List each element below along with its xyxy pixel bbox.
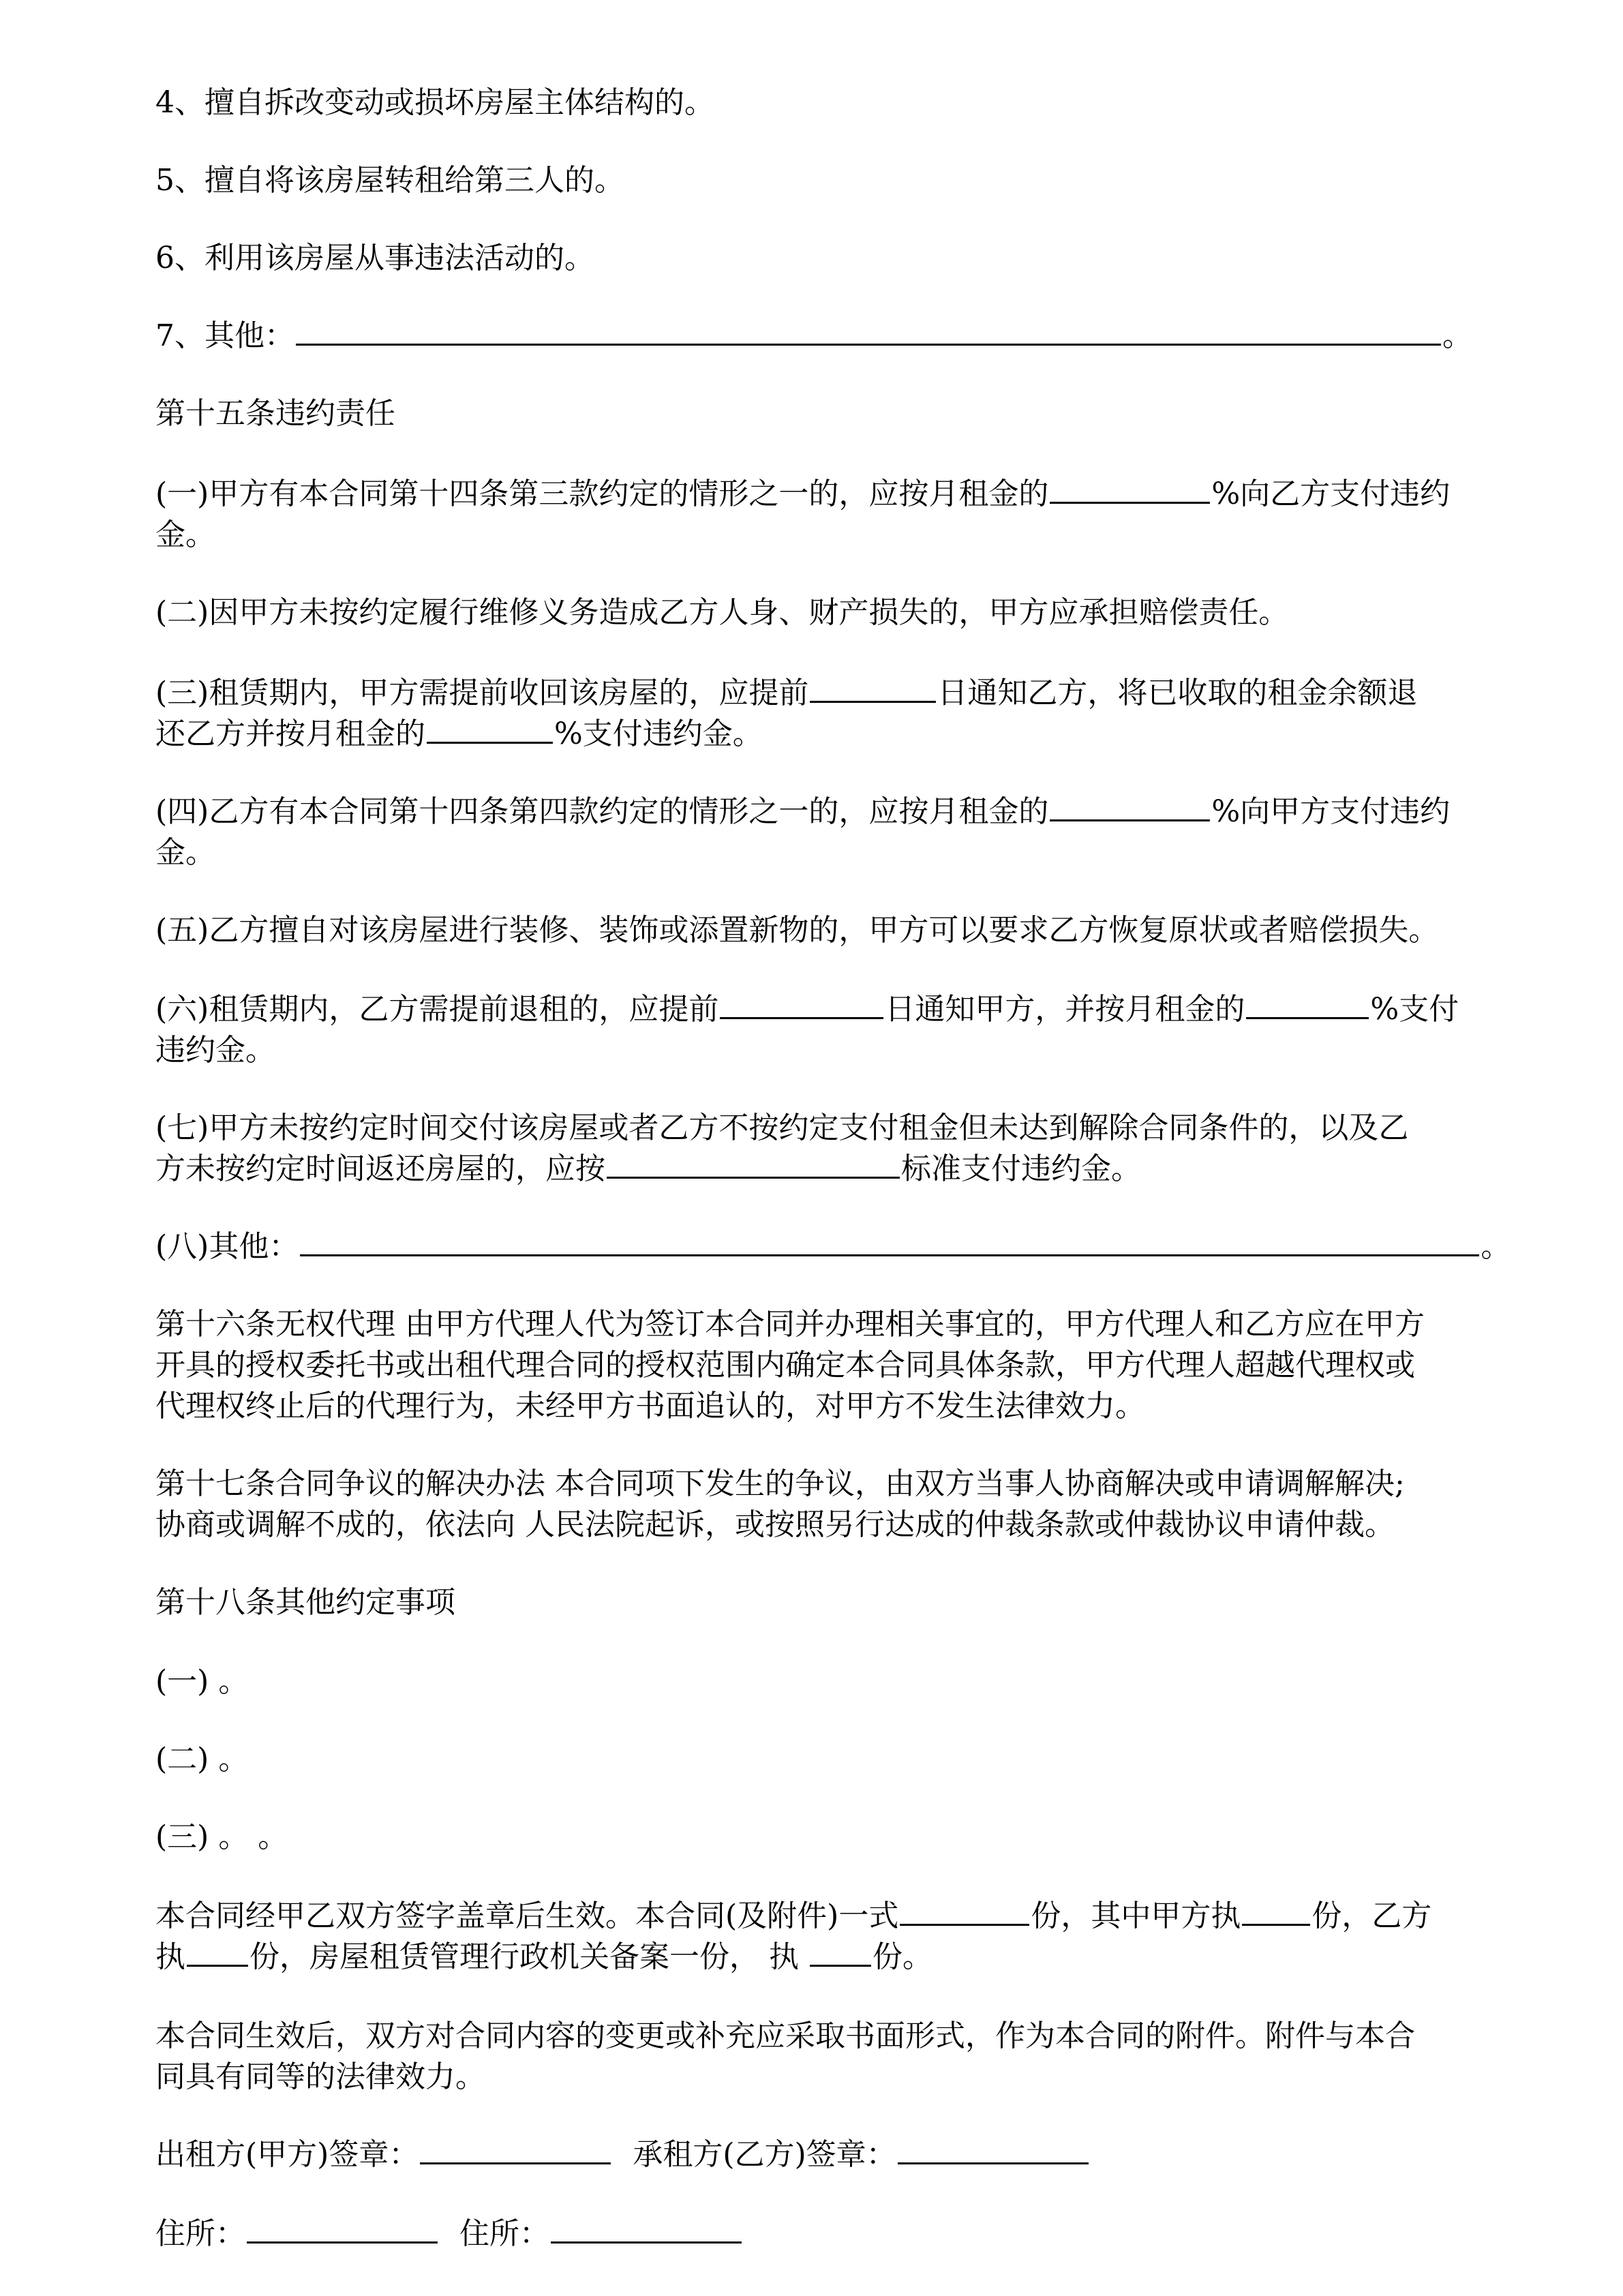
other-item-text: (一) 。: [155, 1664, 249, 1699]
fill-blank-notice-days-2[interactable]: [720, 987, 883, 1019]
clause-text: (二)因甲方未按约定履行维修义务造成乙方人身、财产损失的，甲方应承担赔偿责任。: [155, 595, 1289, 630]
clause-text: (六)租赁期内，乙方需提前退租的，应提前: [155, 992, 719, 1027]
lessor-signature-field[interactable]: [420, 2132, 611, 2164]
fill-blank-copies-total[interactable]: [900, 1894, 1029, 1926]
clause-text: (七)甲方未按约定时间交付该房屋或者乙方不按约定支付租金但未达到解除合同条件的，以及乙: [155, 1111, 1409, 1145]
article-18-item-3: [155, 1813, 288, 1861]
article-15-clause-2: [155, 589, 1288, 637]
clause-item-5-text: 5、擅自将该房屋转租给第三人的。: [155, 163, 624, 198]
clause-text: (一)甲方有本合同第十四条第三款约定的情形之一的，应按月租金的: [155, 477, 1049, 511]
clause-text: 日通知乙方，将已收取的租金余额退: [937, 676, 1418, 710]
period: 。: [1442, 318, 1472, 353]
effect-text: 份，乙方: [1311, 1899, 1432, 1933]
article-17-text: 第十七条合同争议的解决办法 本合同项下发生的争议，由双方当事人协商解决或申请调解解决;: [155, 1466, 1405, 1501]
fill-blank-other-penalty[interactable]: [300, 1224, 1479, 1256]
lessee-address-label: 住所：: [459, 2216, 549, 2251]
lessor-signature-label: 出租方(甲方)签章：: [155, 2137, 419, 2172]
effect-line-2: [155, 1933, 932, 1981]
clause-text: (五)乙方擅自对该房屋进行装修、装饰或添置新物的，甲方可以要求乙方恢复原状或者赔偿损失。: [155, 913, 1439, 948]
fill-blank-copies-other[interactable]: [810, 1935, 871, 1967]
amend-text: 同具有同等的法律效力。: [155, 2059, 485, 2094]
article-18-title: [155, 1579, 455, 1627]
article-15-title-text: 第十五条违约责任: [155, 396, 395, 431]
lessor-address-field[interactable]: [247, 2211, 438, 2244]
clause-text: 日通知甲方，并按月租金的: [885, 992, 1245, 1027]
address-line: [155, 2210, 743, 2258]
clause-text: 金。: [155, 517, 215, 552]
clause-item-6-text: 6、利用该房屋从事违法活动的。: [155, 241, 594, 275]
clause-item-7-label: 7、其他：: [155, 318, 294, 353]
article-16-text: 第十六条无权代理 由甲方代理人代为签订本合同并办理相关事宜的，甲方代理人和乙方应在甲方: [155, 1307, 1425, 1342]
fill-blank-notice-days-1[interactable]: [810, 671, 936, 703]
clause-text: 违约金。: [155, 1033, 275, 1068]
article-15-clause-5: [155, 907, 1438, 954]
clause-item-5: [155, 157, 624, 205]
article-15-title: [155, 390, 395, 438]
fill-blank-penalty-percent-3[interactable]: [1050, 789, 1210, 821]
period: 。: [1481, 1229, 1511, 1264]
clause-text: 标准支付违约金。: [901, 1151, 1141, 1186]
amend-line-2: [155, 2053, 485, 2101]
clause-item-4-text: 4、擅自拆改变动或损坏房屋主体结构的。: [155, 85, 714, 120]
article-15-clause-6-cont: [155, 1027, 275, 1074]
article-18-item-2: [155, 1736, 248, 1783]
article-18-item-1: [155, 1658, 248, 1706]
article-18-title-text: 第十八条其他约定事项: [155, 1585, 455, 1620]
effect-text: 执: [155, 1939, 185, 1974]
fill-blank-penalty-percent-1[interactable]: [1050, 472, 1210, 504]
clause-text: (三)租赁期内，甲方需提前收回该房屋的，应提前: [155, 676, 809, 710]
article-15-clause-4: [155, 788, 1450, 836]
article-16-line-3: [155, 1383, 1145, 1430]
clause-text: 金。: [155, 835, 215, 870]
clause-text: (四)乙方有本合同第十四条第四款约定的情形之一的，应按月租金的: [155, 794, 1049, 829]
fill-blank-penalty-percent-2[interactable]: [427, 712, 553, 744]
clause-text: 方未按约定时间返还房屋的，应按: [155, 1151, 605, 1186]
clause-text: 还乙方并按月租金的: [155, 716, 425, 751]
fill-blank-copies-party-a[interactable]: [1242, 1894, 1310, 1926]
fill-blank-penalty-percent-4[interactable]: [1246, 987, 1369, 1019]
article-16-text: 开具的授权委托书或出租代理合同的授权范围内确定本合同具体条款，甲方代理人超越代理权或: [155, 1348, 1415, 1383]
article-15-clause-1-cont: [155, 511, 215, 559]
fill-blank-penalty-standard[interactable]: [607, 1147, 900, 1179]
article-15-clause-6: [155, 986, 1459, 1033]
other-item-text: (三) 。 。: [155, 1819, 288, 1854]
clause-text: (八)其他：: [155, 1229, 299, 1264]
effect-text: 本合同经甲乙双方签字盖章后生效。本合同(及附件)一式: [155, 1899, 899, 1933]
clause-text: %向乙方支付违约: [1211, 477, 1451, 511]
clause-text: %支付: [1370, 992, 1459, 1027]
effect-text: 份，房屋租赁管理行政机关备案一份， 执: [249, 1939, 808, 1974]
article-16-text: 代理权终止后的代理行为，未经甲方书面追认的，对甲方不发生法律效力。: [155, 1389, 1145, 1423]
clause-text: %向甲方支付违约: [1211, 794, 1451, 829]
article-15-clause-1: [155, 470, 1450, 518]
article-15-clause-4-cont: [155, 829, 215, 877]
article-15-clause-3-cont: [155, 710, 763, 758]
effect-text: 份，其中甲方执: [1031, 1899, 1241, 1933]
clause-text: %支付违约金。: [554, 716, 763, 751]
clause-item-7: [155, 312, 1472, 360]
article-17-line-2: [155, 1501, 1395, 1549]
fill-blank-copies-party-b[interactable]: [187, 1935, 248, 1967]
other-item-text: (二) 。: [155, 1742, 249, 1777]
article-15-clause-7-cont: [155, 1145, 1141, 1193]
amend-text: 本合同生效后，双方对合同内容的变更或补充应采取书面形式，作为本合同的附件。附件与本合: [155, 2019, 1415, 2053]
lessee-signature-field[interactable]: [898, 2132, 1089, 2164]
signature-line: [155, 2131, 1090, 2179]
fill-blank-other[interactable]: [296, 314, 1441, 346]
lessee-signature-label: 承租方(乙方)签章：: [633, 2137, 896, 2172]
lessee-address-field[interactable]: [551, 2211, 742, 2244]
article-15-clause-8: [155, 1223, 1511, 1271]
clause-item-4: [155, 79, 714, 127]
effect-text: 份。: [872, 1939, 932, 1974]
clause-item-6: [155, 235, 594, 282]
lessor-address-label: 住所：: [155, 2216, 245, 2251]
article-17-text: 协商或调解不成的，依法向 人民法院起诉，或按照另行达成的仲裁条款或仲裁协议申请仲裁。: [155, 1507, 1395, 1542]
